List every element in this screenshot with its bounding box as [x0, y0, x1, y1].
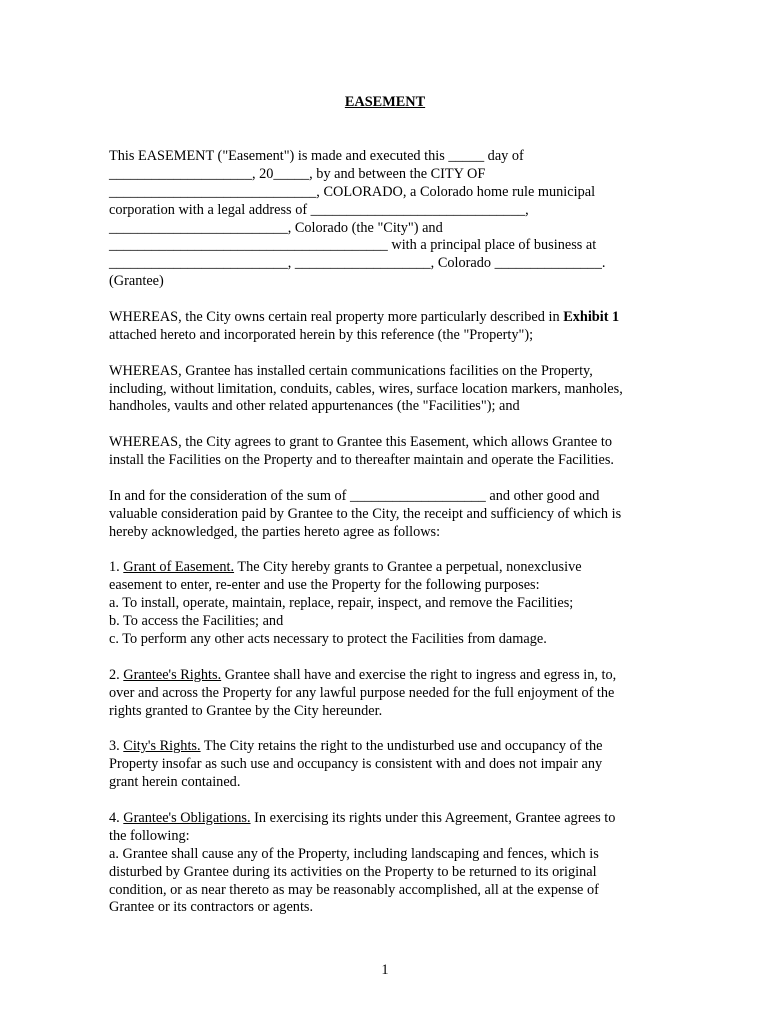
section-number: 2. — [109, 666, 124, 683]
section-grant-of-easement — [109, 559, 669, 648]
section-heading: Grantee's Obligations. — [123, 809, 251, 826]
section-grantee-rights — [109, 667, 669, 721]
document-body — [109, 148, 669, 917]
intro-line: (Grantee) — [109, 273, 164, 290]
section-line — [109, 738, 669, 756]
consideration-line: hereby acknowledged, the parties hereto agree as follows: — [109, 523, 441, 540]
whereas-text: WHEREAS, the City owns certain real property more particularly described in — [109, 309, 564, 326]
section-line: over and across the Property for any lawful purpose needed for the full enjoyment of the — [109, 684, 615, 701]
section-line: a. Grantee shall cause any of the Property, including landscaping and fences, which is — [109, 845, 599, 862]
section-number: 4. — [109, 809, 124, 826]
section-line: b. To access the Facilities; and — [109, 613, 284, 630]
consideration-line: In and for the consideration of the sum of ___________________ and other good and — [109, 487, 600, 504]
consideration-paragraph — [109, 488, 669, 542]
section-line: c. To perform any other acts necessary to protect the Facilities from damage. — [109, 631, 547, 648]
whereas-line: WHEREAS, the City agrees to grant to Grantee this Easement, which allows Grantee to — [109, 434, 613, 451]
section-text: The City hereby grants to Grantee a perpetual, nonexclusive — [234, 559, 582, 576]
document-title: EASEMENT — [344, 94, 426, 110]
section-text: Grantee shall have and exercise the right to ingress and egress in, to, — [221, 666, 617, 683]
section-grantee-obligations — [109, 810, 669, 917]
section-line — [109, 667, 669, 685]
section-number: 3. — [109, 738, 124, 755]
intro-line: _________________________, Colorado (the "City") and — [109, 219, 443, 236]
intro-line: This EASEMENT ("Easement") is made and executed this _____ day of — [109, 148, 524, 164]
section-heading: City's Rights. — [123, 738, 201, 755]
section-line — [109, 559, 669, 577]
intro-line: _______________________________________ with a principal place of business at — [109, 237, 597, 254]
section-line: easement to enter, re-enter and use the Property for the following purposes: — [109, 577, 540, 594]
section-line — [109, 810, 669, 828]
section-line: condition, or as near thereto as may be reasonably accomplished, all at the expense of — [109, 881, 599, 898]
whereas-line: install the Facilities on the Property and to thereafter maintain and operate the Facilities. — [109, 452, 614, 469]
consideration-line: valuable consideration paid by Grantee to the City, the receipt and sufficiency of which is — [109, 505, 622, 522]
whereas-line: handholes, vaults and other related appurtenances (the "Facilities"); and — [109, 398, 520, 415]
section-line: Property insofar as such use and occupancy is consistent with and does not impair any — [109, 756, 603, 773]
intro-paragraph — [109, 148, 669, 291]
page-number: 1 — [381, 962, 389, 978]
section-line: a. To install, operate, maintain, replace, repair, inspect, and remove the Facilities; — [109, 595, 574, 612]
section-line: disturbed by Grantee during its activities on the Property to be returned to its original — [109, 863, 597, 880]
section-number: 1. — [109, 559, 124, 576]
section-line: rights granted to Grantee by the City hereunder. — [109, 702, 383, 719]
intro-line: _____________________________, COLORADO, a Colorado home rule municipal — [109, 183, 596, 200]
whereas-line: including, without limitation, conduits, cables, wires, surface location markers, manholes, — [109, 380, 623, 397]
whereas-line — [109, 309, 669, 327]
section-line: grant herein contained. — [109, 774, 241, 791]
section-text: The City retains the right to the undisturbed use and occupancy of the — [200, 738, 603, 755]
whereas-line: WHEREAS, Grantee has installed certain communications facilities on the Property, — [109, 362, 593, 379]
section-heading: Grant of Easement. — [123, 559, 235, 576]
intro-line: ____________________, 20_____, by and between the CITY OF — [109, 165, 486, 182]
section-line: the following: — [109, 827, 190, 844]
exhibit-reference: Exhibit 1 — [563, 309, 620, 326]
whereas-property-paragraph — [109, 309, 669, 345]
section-city-rights — [109, 738, 669, 792]
whereas-facilities-paragraph — [109, 363, 669, 417]
section-text: In exercising its rights under this Agreement, Grantee agrees to — [250, 809, 616, 826]
whereas-line: attached hereto and incorporated herein by this reference (the "Property"); — [109, 326, 534, 343]
intro-line: corporation with a legal address of ______________________________, — [109, 201, 529, 218]
whereas-agreement-paragraph — [109, 434, 669, 470]
section-line: Grantee or its contractors or agents. — [109, 899, 314, 916]
section-heading: Grantee's Rights. — [123, 666, 222, 683]
intro-line: _________________________, ___________________, Colorado _______________. — [109, 255, 606, 272]
